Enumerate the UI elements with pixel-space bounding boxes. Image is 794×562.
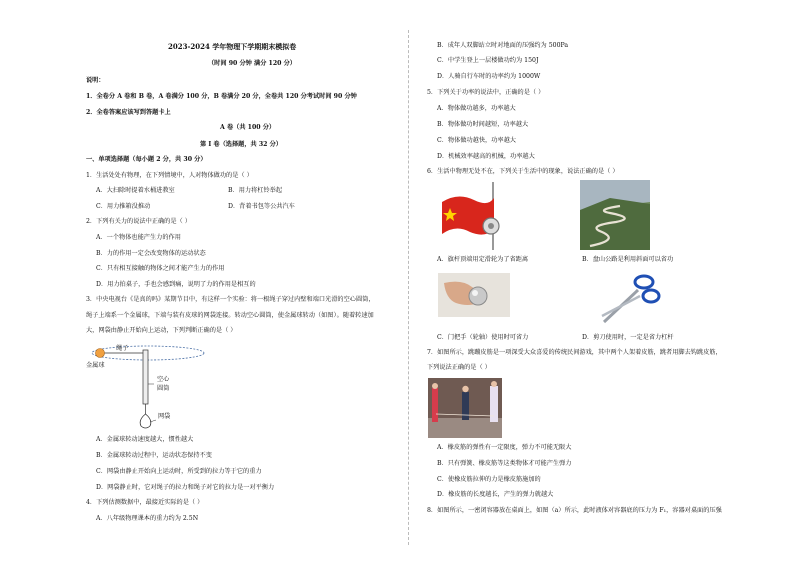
q7-option-c: C．使橡皮筋拉伸的力是橡皮筋施加的 (437, 476, 541, 483)
note-item: 1．全卷分 A 卷和 B 卷，A 卷满分 100 分，B 卷满分 20 分，全卷共 120 分考试时间 90 分钟 (86, 93, 357, 100)
column-divider (408, 30, 410, 545)
q1-option-b: B．用力将杠铃举起 (228, 187, 283, 194)
scissors-image (596, 270, 662, 328)
q2-option-b: B．力的作用一定会改变物体的运动状态 (96, 250, 206, 257)
mc-heading: 一、单项选择题（每小题 2 分，共 30 分） (86, 156, 207, 163)
q4-option-b: B．成年人双脚站立时对地面的压强约为 500Pa (437, 42, 569, 49)
q4-option-a: A．八年级物理课本的重力约为 2.5N (96, 515, 199, 522)
mountain-road-image (580, 180, 650, 250)
q6-option-d: D．剪刀使用时，一定是省力杠杆 (582, 334, 674, 341)
person-right (490, 386, 498, 422)
label-tube-2: 圆筒 (157, 385, 170, 392)
q4-option-d: D．人骑自行车时的功率约为 1000W (437, 73, 541, 80)
q6-option-c: C．门把手（轮轴）使用时可省力 (437, 334, 529, 341)
q7-option-b: B．只有弹簧、橡皮筋等这类物体才可能产生弹力 (437, 460, 572, 467)
q3-option-a: A．金属球转动速度越大，惯性越大 (96, 436, 194, 443)
q3-option-b: B．金属球转动过程中，运动状态保持不变 (96, 452, 212, 459)
q6-option-a: A．旗杆顶端用定滑轮为了省距离 (437, 256, 529, 263)
note-item: 2．全卷答案应该写到答题卡上 (86, 109, 171, 116)
q1-option-a: A．大扫除时提着水桶进教室 (96, 187, 175, 194)
q3-option-c: C．网袋由静止开始向上运动时，所受到的拉力等于它的重力 (96, 468, 262, 475)
label-metal-ball: 金属球 (86, 362, 105, 369)
q2-stem: 2．下列有关力的说法中正确的是（ ） (86, 218, 191, 225)
q7-stem-line1: 7．如图所示，跳蹦皮筋是一项深受大众喜爱的传统民间游戏，其中两个人架着皮筋，跳者用脚去钩跳皮筋， (427, 349, 722, 356)
q8-stem: 8．如图所示，一密闭容器放在桌面上，如图（a）所示，此时液体对容器底的压力为 F₁，容器对桌面的压强 (427, 507, 722, 514)
q5-option-b: B．物体做功时间越短，功率越大 (437, 121, 529, 128)
notes-heading: 说明： (86, 77, 105, 84)
hollow-tube (143, 350, 148, 404)
q3-option-d: D．网袋静止时，它对绳子的拉力和绳子对它的拉力是一对平衡力 (96, 484, 275, 491)
q2-option-c: C．只有相互接触的物体之间才能产生力的作用 (96, 265, 225, 272)
knob (469, 287, 487, 305)
q1-option-d: D．背着书包等公共汽车 (228, 203, 295, 210)
q1-option-c: C．用力推箱没推动 (96, 203, 151, 210)
label-tube-1: 空心 (157, 376, 170, 383)
q5-stem: 5．下列关于功率的说法中，正确的是（ ） (427, 89, 545, 96)
q2-option-a: A．一个物体也能产生力的作用 (96, 234, 181, 241)
q4-option-c: C．中学生登上一层楼做功约为 150J (437, 57, 539, 64)
label-net-bag: 网袋 (158, 413, 171, 420)
q5-option-d: D．机械效率越高的机械，功率越大 (437, 153, 535, 160)
part1-title: 第 I 卷（选择题，共 32 分） (200, 141, 282, 148)
q3-figure (86, 340, 216, 430)
q6-stem: 6．生活中物理无处不在，下列关于生活中的现象，说法正确的是（ ） (427, 168, 619, 175)
label-rope: 绳子 (116, 345, 129, 352)
q3-stem-line3: 大，网袋由静止开始向上运动，下列判断正确的是（ ） (86, 327, 237, 334)
metal-ball (96, 349, 105, 358)
q1-stem: 1．生活处处有物理，在下列情境中，人对物体做功的是（ ） (86, 172, 253, 179)
net-bag (140, 414, 151, 428)
q7-option-d: D．橡皮筋的长度越长，产生的弹力就越大 (437, 491, 554, 498)
q7-stem-line2: 下列说法正确的是（ ） (427, 364, 491, 371)
door-knob-image (438, 273, 510, 317)
exam-title: 2023-2024 学年物理下学期期末模拟卷 (168, 42, 297, 51)
section-a-title: A 卷（共 100 分） (220, 124, 276, 131)
q5-option-c: C．物体做功越快，功率越大 (437, 137, 516, 144)
person-left (432, 388, 438, 422)
q5-option-a: A．物体做功越多，功率越大 (437, 105, 516, 112)
flag-pulley-image (438, 180, 510, 250)
exam-subtitle: （时间 90 分钟 满分 120 分） (208, 60, 296, 67)
person-jumping (462, 392, 469, 420)
q3-stem-line2: 绳子上端系一个金属球，下端与装有皮球的网袋连接。转动空心圆筒，使金属球转动（如图）。随着转速加 (86, 312, 374, 319)
q7-option-a: A．橡皮筋的弹性有一定限度，弹力不可能无限大 (437, 444, 572, 451)
q2-option-d: D．用力拍桌子，手也会感到痛，说明了力的作用是相互的 (96, 281, 256, 288)
q3-stem-line1: 3．中央电视台《是真的吗》某期节目中，有这样一个实验：将一根绳子穿过内壁和端口光滑的空心圆筒， (86, 296, 375, 303)
jump-rope-image (428, 378, 502, 438)
q4-stem: 4．下列估测数据中，最接近实际的是（ ） (86, 499, 204, 506)
q6-option-b: B．盘山公路是利用斜面可以省功 (582, 256, 674, 263)
